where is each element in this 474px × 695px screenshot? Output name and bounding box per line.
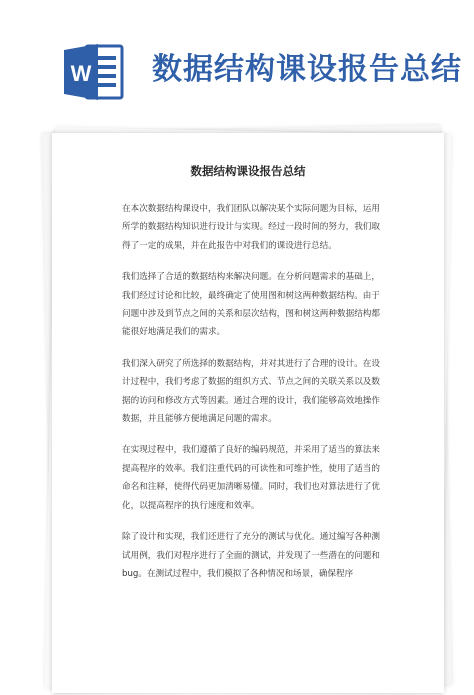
paragraph: 在实现过程中，我们遵循了良好的编码规范，并采用了适当的算法来提高程序的效率。我们注重代码的可读性和可维护性，使用了适当的命名和注释，使得代码更加清晰易懂。同时，我们也对算法进行了优化，以提高程序的执行速度和效率。 (122, 445, 380, 511)
word-logo-letter: W (70, 61, 92, 86)
document-page (52, 133, 444, 693)
banner-title: 数据结构课设报告总结 (152, 52, 462, 87)
paragraph: 除了设计和实现，我们还进行了充分的测试与优化。通过编写各种测试用例，我们对程序进行了全面的测试，并发现了一些潜在的问题和 bug。在测试过程中，我们模拟了各种情况和场景，确保程序 (122, 532, 380, 579)
paragraph: 我们选择了合适的数据结构来解决问题。在分析问题需求的基础上，我们经过讨论和比较，最终确定了使用图和树这两种数据结构。由于问题中涉及到节点之间的关系和层次结构，图和树这两种数据结构都能很好地满足我们的需求。 (122, 272, 380, 338)
paragraph: 我们深入研究了所选择的数据结构，并对其进行了合理的设计。在设计过程中，我们考虑了数据的组织方式、节点之间的关联关系以及数据的访问和修改方式等因素。通过合理的设计，我们能够高效地操作数据，并且能够方便地满足问题的需求。 (122, 358, 380, 425)
document-body (122, 200, 380, 596)
banner (0, 0, 474, 120)
paragraph: 在本次数据结构课设中，我们团队以解决某个实际问题为目标，运用所学的数据结构知识进行设计与实现。经过一段时间的努力，我们取得了一定的成果，并在此报告中对我们的课设进行总结。 (122, 204, 380, 251)
document-title: 数据结构课设报告总结 (190, 164, 306, 178)
word-icon (62, 40, 126, 104)
document-preview (38, 125, 458, 685)
